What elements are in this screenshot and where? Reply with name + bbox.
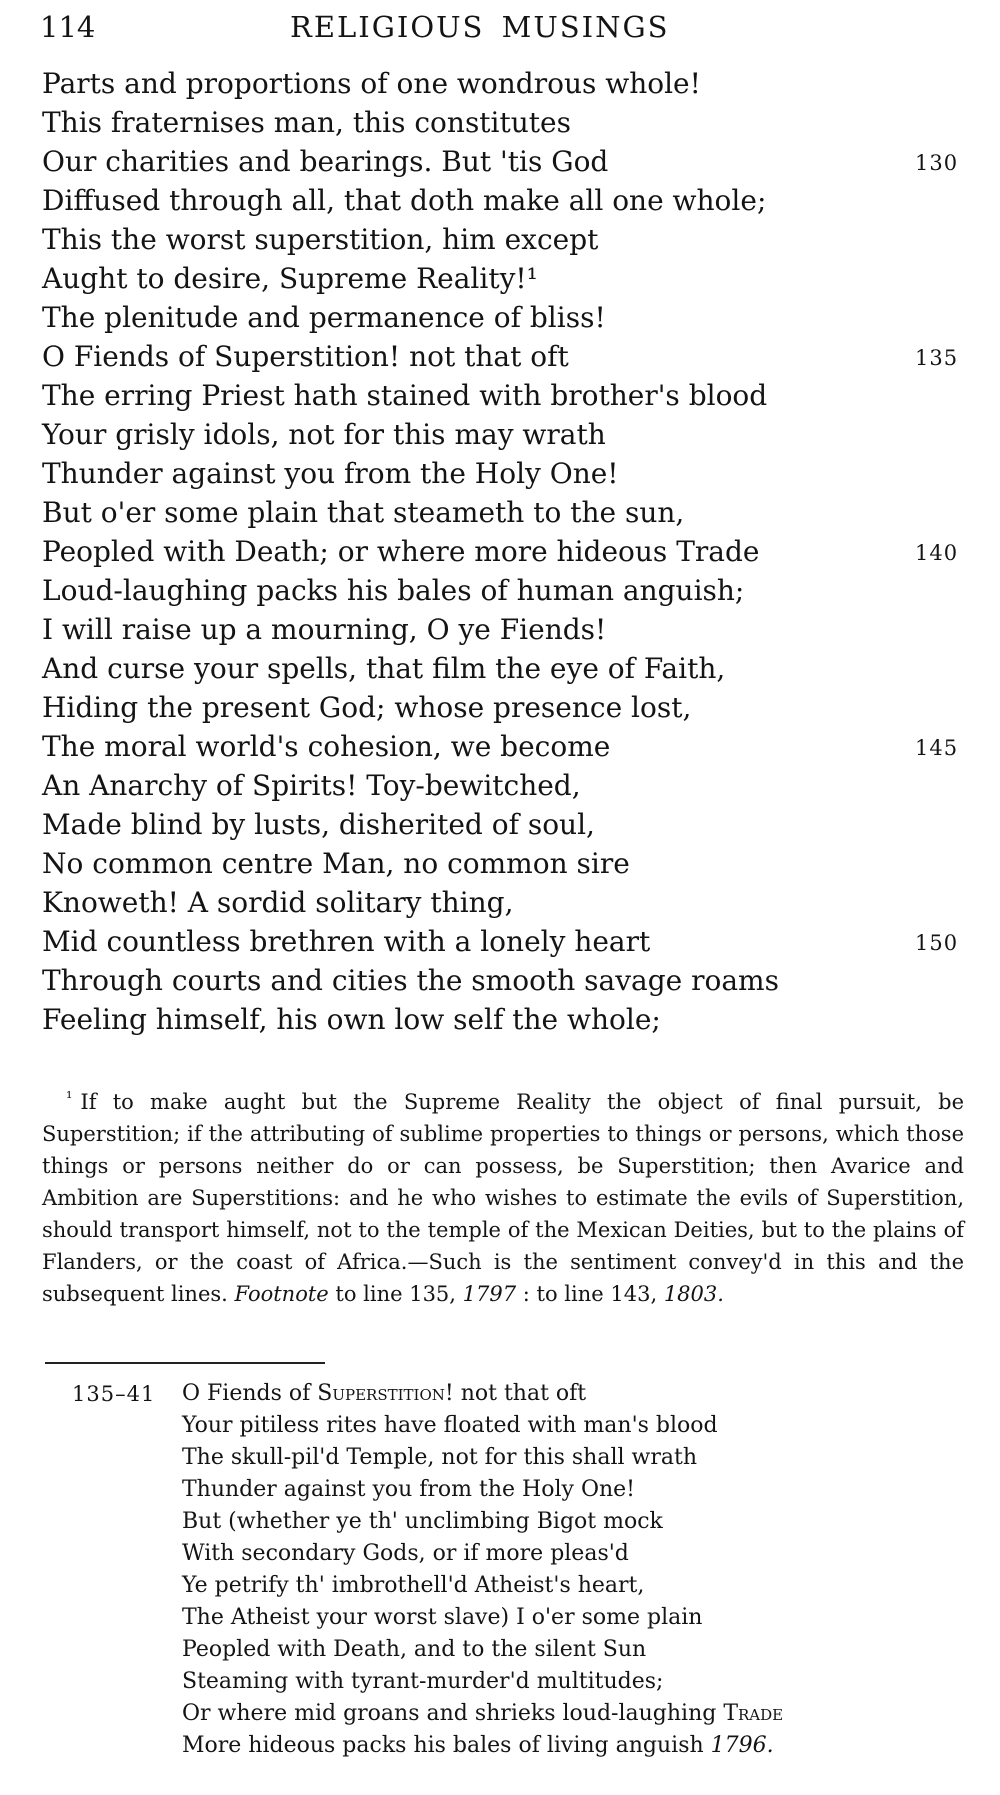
poem-line-text: Through courts and cities the smooth savage roams — [42, 964, 779, 997]
variant-line — [182, 1698, 952, 1730]
footnote-divider — [45, 1362, 325, 1364]
poem-line — [42, 64, 962, 103]
variant-small-caps: Superstition — [317, 1381, 445, 1406]
poem-line — [42, 688, 962, 727]
poem-line-text: This fraternises man, this constitutes — [42, 106, 571, 139]
variant-lines — [182, 1378, 952, 1762]
variant-line — [182, 1378, 952, 1410]
poem-line — [42, 1000, 962, 1039]
variant-line: Ye petrify th' imbrothell'd Atheist's heart, — [182, 1573, 645, 1598]
poem-line-text: This the worst superstition, him except — [42, 223, 599, 256]
poem-line — [42, 727, 962, 766]
poem-line — [42, 454, 962, 493]
poem-line-text: Loud-laughing packs his bales of human anguish; — [42, 574, 745, 607]
poem-line-text: An Anarchy of Spirits! Toy-bewitched, — [42, 769, 581, 802]
poem-line — [42, 532, 962, 571]
poem-line-text: No common centre Man, no common sire — [42, 847, 630, 880]
poem-line — [42, 220, 962, 259]
line-number: 150 — [915, 931, 959, 955]
variant-small-caps: Trade — [723, 1701, 784, 1726]
page-header — [40, 10, 960, 50]
line-number: 130 — [915, 151, 959, 175]
footnote-year-1: 1797 — [462, 1282, 517, 1306]
variant-line: The skull-pil'd Temple, not for this shall wrath — [182, 1445, 697, 1470]
poem-line-text: Made blind by lusts, disherited of soul, — [42, 808, 595, 841]
variant-text: Or where mid groans and shrieks loud-laughing — [182, 1701, 724, 1726]
variant-year: 1796. — [710, 1733, 774, 1758]
poem-line — [42, 298, 962, 337]
poem-line-text: I will raise up a mourning, O ye Fiends! — [42, 613, 607, 646]
poem-line — [42, 337, 962, 376]
line-number: 145 — [915, 736, 959, 760]
poem-line-text: Mid countless brethren with a lonely heart — [42, 925, 651, 958]
poem-line-text: O Fiends of Superstition! not that oft — [42, 340, 569, 373]
poem-line — [42, 142, 962, 181]
poem-line — [42, 961, 962, 1000]
poem-line — [42, 103, 962, 142]
footnote-mark: ¹ — [66, 1088, 73, 1107]
footnote-text: If to make aught but the Supreme Reality the object of final pursuit, be Superstition; if the attributing of sublime properties to things or persons, which those things or persons neither do or can possess, be Superstition; then Avarice and Ambition are Superstitions: and he who wishes to estimate the evils of Superstition, should transport himself, not to the temple of the Mexican Deities, but to the plains of Flanders, or the coast of Africa.—Such is the sentiment convey'd in this and the subsequent lines. — [42, 1090, 964, 1306]
poem-line — [42, 571, 962, 610]
variant-middle-lines — [182, 1410, 952, 1698]
poem-line-text: Hiding the present God; whose presence lost, — [42, 691, 692, 724]
poem-line — [42, 883, 962, 922]
variant-line: Thunder against you from the Holy One! — [182, 1477, 636, 1502]
poem-line — [42, 259, 962, 298]
poem-line-text: Your grisly idols, not for this may wrath — [42, 418, 606, 451]
poem-line — [42, 844, 962, 883]
poem-line-text: The erring Priest hath stained with brother's blood — [42, 379, 768, 412]
poem-line-text: Parts and proportions of one wondrous whole! — [42, 67, 701, 100]
poem-line-text: Aught to desire, Supreme Reality!¹ — [42, 262, 538, 295]
poem-line — [42, 649, 962, 688]
variant-line: Your pitiless rites have floated with man's blood — [182, 1413, 718, 1438]
variant-text: O Fiends of — [182, 1381, 318, 1406]
poem-line-text: But o'er some plain that steameth to the sun, — [42, 496, 685, 529]
footnote — [42, 1082, 964, 1310]
variant-line: With secondary Gods, or if more pleas'd — [182, 1541, 629, 1566]
variant-line: Peopled with Death, and to the silent Sun — [182, 1637, 647, 1662]
running-title: RELIGIOUS MUSINGS — [290, 10, 670, 44]
footnote-year-2: 1803. — [663, 1282, 724, 1306]
line-number: 140 — [915, 541, 959, 565]
poem-body — [42, 64, 962, 1039]
poem-line-text: The plenitude and permanence of bliss! — [42, 301, 606, 334]
variant-line: But (whether ye th' unclimbing Bigot mock — [182, 1509, 663, 1534]
footnote-ref-2: : to line 143, — [522, 1282, 658, 1306]
poem-line — [42, 766, 962, 805]
footnote-ref-1: to line 135, — [335, 1282, 456, 1306]
poem-line — [42, 181, 962, 220]
poem-line — [42, 805, 962, 844]
poem-line-text: Diffused through all, that doth make all one whole; — [42, 184, 767, 217]
variant-line: The Atheist your worst slave) I o'er some plain — [182, 1605, 703, 1630]
variant-line-ref: 135–41 — [72, 1382, 156, 1406]
poem-line — [42, 493, 962, 532]
poem-line-text: Thunder against you from the Holy One! — [42, 457, 619, 490]
variant-line — [182, 1730, 952, 1762]
footnote-label: Footnote — [234, 1282, 329, 1306]
poem-line — [42, 376, 962, 415]
poem-line-text: Feeling himself, his own low self the whole; — [42, 1003, 661, 1036]
variant-line: Steaming with tyrant-murder'd multitudes; — [182, 1669, 664, 1694]
poem-line-text: Our charities and bearings. But 'tis God — [42, 145, 609, 178]
line-number: 135 — [915, 346, 959, 370]
poem-line-text: The moral world's cohesion, we become — [42, 730, 611, 763]
poem-line-text: Peopled with Death; or where more hideous Trade — [42, 535, 760, 568]
poem-line — [42, 922, 962, 961]
page-number: 114 — [40, 10, 96, 44]
variant-text: ! not that oft — [444, 1381, 587, 1406]
poem-line — [42, 610, 962, 649]
poem-line-text: Knoweth! A sordid solitary thing, — [42, 886, 514, 919]
poem-line-text: And curse your spells, that film the eye of Faith, — [42, 652, 726, 685]
variant-text: More hideous packs his bales of living anguish — [182, 1733, 711, 1758]
poem-line — [42, 415, 962, 454]
